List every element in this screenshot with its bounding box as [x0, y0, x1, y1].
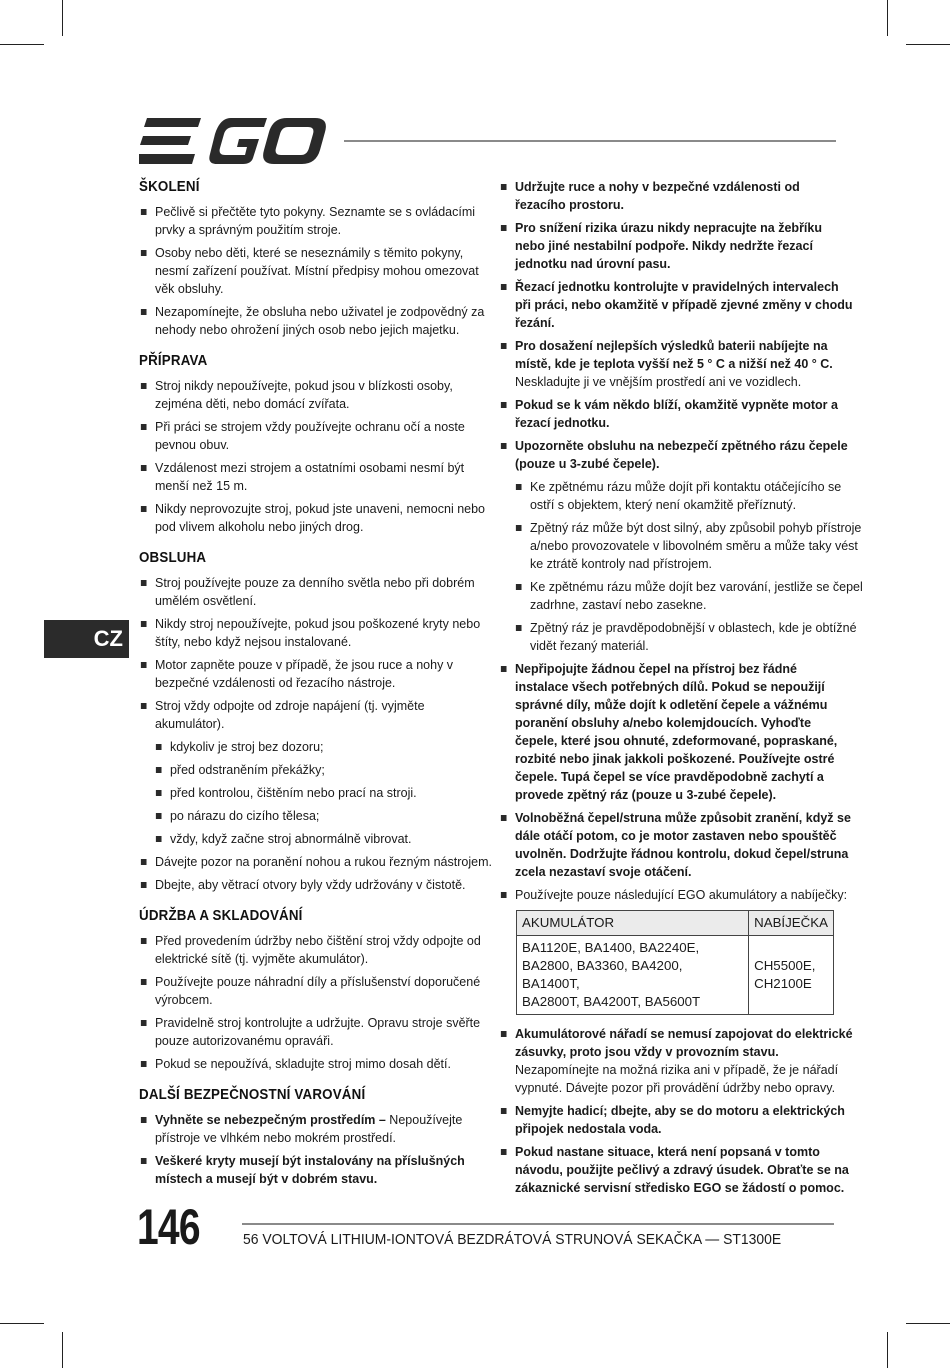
sub-list-item: Zpětný ráz je pravděpodobnější v oblastech, kde je obtížné vidět řezaný materiál. [514, 619, 869, 655]
list-item: Stroj používejte pouze za denního světla nebo při dobrém umělém osvětlení. [139, 574, 494, 610]
section-heading: PŘÍPRAVA [139, 353, 208, 369]
list-item [499, 178, 854, 214]
right-column [499, 178, 863, 1202]
list-item: Stroj nikdy nepoužívejte, pokud jsou v blízkosti osoby, zejména děti, nebo domácí zvířata. [139, 377, 494, 413]
section [139, 549, 492, 894]
right-list-after-table [499, 1025, 853, 1197]
crop-mark [906, 44, 950, 45]
footer-title: 56 VOLTOVÁ LITHIUM-IONTOVÁ BEZDRÁTOVÁ STRUNOVÁ SEKAČKA — ST1300E [243, 1232, 782, 1248]
emphasis-text: Udržujte ruce a nohy v bezpečné vzdálenosti od řezacího prostoru. [514, 179, 800, 212]
list-item: Nikdy neprovozujte stroj, pokud jste unaveni, nemocni nebo pod vlivem alkoholu nebo jiných drog. [139, 500, 494, 536]
list-item: Pečlivě si přečtěte tyto pokyny. Seznamte se s ovládacími prvky a správným použitím stroje. [139, 203, 494, 239]
emphasis-text: Nepřipojujte žádnou čepel na přístroj bez řádné instalace všech potřebných dílů. Pokud se nepoužijí správné díly, může dojít k odletění čepele a vážnému poranění obsluhy a/nebo kolemjdoucích. Vyhoďte čepele, které jsou ohnuté, zdeformované, popraskané, rozbité nebo jinak jakkoli poškozené. Používejte ostré čepele. Tupá čepel se více pravděpodobně zachytí a provede zpětný ráz (pouze u 3-zubé čepele). [514, 661, 838, 802]
section-heading: ÚDRŽBA A SKLADOVÁNÍ [139, 908, 303, 924]
crop-mark [887, 1332, 888, 1368]
ego-logo [139, 118, 327, 164]
list-item: Při práci se strojem vždy používejte ochranu očí a noste pevnou obuv. [139, 418, 494, 454]
section [139, 178, 485, 339]
battery-charger-table [516, 910, 834, 1015]
list-item: Pokud se nepoužívá, skladujte stroj mimo dosah dětí. [139, 1055, 494, 1073]
emphasis-text: Pokud nastane situace, která není popsaná v tomto návodu, použijte pečlivý a zdravý úsudek. Obraťte se na zákaznické servisní středisko EGO se žádostí o pomoc. [514, 1144, 849, 1195]
list-item [499, 660, 854, 804]
emphasis-text: Volnoběžná čepel/struna může způsobit zranění, když se dále otáčí potom, co je motor zastaven nebo spouštěč uvolněn. Dodržujte řádnou kontrolu, dokud čepel/struna zcela nezastaví svoje otáčení. [514, 810, 851, 879]
emphasis-text: Pro dosažení nejlepších výsledků baterii nabíjejte na místě, kde je teplota vyšší než 5 ° C a nižší než 40 ° C. [514, 338, 833, 371]
section-heading: DALŠÍ BEZPEČNOSTNÍ VAROVÁNÍ [139, 1087, 366, 1103]
sub-list-item: vždy, když začne stroj abnormálně vibrovat. [154, 830, 509, 848]
emphasis-text: Pro snížení rizika úrazu nikdy nepracujte na žebříku nebo jiné nestabilní podpoře. Nikdy nedržte řezací jednotku nad úrovní pasu. [514, 220, 822, 271]
section-heading: OBSLUHA [139, 550, 207, 566]
list-item [499, 219, 854, 273]
emphasis-text: Veškeré kryty musejí být instalovány na příslušných místech a musejí být v dobrém stavu. [154, 1153, 465, 1186]
section [139, 352, 486, 536]
emphasis-text: Vyhněte se nebezpečným prostředím – [154, 1112, 386, 1127]
list-item: Pravidelně stroj kontrolujte a udržujte. Opravu stroje svěřte pouze autorizovanému opraváři. [139, 1014, 494, 1050]
list-item: Nezapomínejte, že obsluha nebo uživatel je zodpovědný za nehody nebo ohrožení jiných osob nebo jejich majetku. [139, 303, 494, 339]
crop-mark [0, 44, 44, 45]
crop-mark [62, 1332, 63, 1368]
list-item: Stroj vždy odpojte od zdroje napájení (tj. vyjměte akumulátor). [139, 697, 494, 733]
bullet-list [139, 932, 479, 1073]
bullet-list [139, 203, 485, 339]
sub-list-item: před kontrolou, čištěním nebo prací na stroji. [154, 784, 509, 802]
sub-list-item: po nárazu do cizího tělesa; [154, 807, 509, 825]
charger-models-line: CH2100E [754, 976, 812, 991]
emphasis-text: Pokud se k vám někdo blíží, okamžitě vypněte motor a řezací jednotku. [514, 397, 838, 430]
sub-list-item: Ke zpětnému rázu může dojít bez varování, jestliže se čepel zadrhne, zastaví nebo zasekne. [514, 578, 869, 614]
list-item [499, 809, 854, 881]
battery-models-line: BA2800, BA3360, BA4200, BA1400T, [522, 958, 683, 991]
list-item [499, 1143, 854, 1197]
header-rule [344, 140, 836, 142]
list-item [499, 396, 854, 432]
section [139, 907, 479, 1073]
bullet-list [139, 574, 492, 894]
page-number: 146 [137, 1199, 200, 1255]
emphasis-text: Akumulátorové nářadí se nemusí zapojovat do elektrické zásuvky, proto jsou vždy v provozním stavu. [514, 1026, 853, 1059]
language-tab: CZ [44, 620, 129, 658]
table-header-charger: NABÍJEČKA [749, 911, 834, 936]
list-item [139, 1152, 494, 1188]
list-item: Nikdy stroj nepoužívejte, pokud jsou poškozené kryty nebo štíty, nebo když nejsou instalované. [139, 615, 494, 651]
list-item: Používejte pouze náhradní díly a příslušenství doporučené výrobcem. [139, 973, 494, 1009]
table-header-battery: AKUMULÁTOR [517, 911, 749, 936]
list-item: Osoby nebo děti, které se neseznámily s těmito pokyny, nesmí zařízení používat. Místní předpisy mohou omezovat věk obsluhy. [139, 244, 494, 298]
crop-mark [0, 1323, 44, 1324]
emphasis-text: Upozorněte obsluhu na nebezpečí zpětného rázu čepele (pouze u 3-zubé čepele). [514, 438, 848, 471]
crop-mark [887, 0, 888, 36]
bullet-list [139, 377, 486, 536]
bullet-list [139, 1111, 479, 1188]
sub-list-item: kdykoliv je stroj bez dozoru; [154, 738, 509, 756]
section [139, 1086, 479, 1188]
sub-list-item: Zpětný ráz může být dost silný, aby způsobil pohyb přístroje a/nebo provozovatele v libovolném směru a může taky vést ke ztrátě kontroly nad přístrojem. [514, 519, 869, 573]
table-cell-batteries [517, 936, 749, 1015]
section-heading: ŠKOLENÍ [139, 179, 200, 195]
emphasis-text: Řezací jednotku kontrolujte v pravidelných intervalech při práci, nebo okamžitě v případě zjevné změny v chodu řezání. [514, 279, 853, 330]
table-cell-chargers [749, 936, 834, 1015]
sub-list-item: před odstraněním překážky; [154, 761, 509, 779]
list-item: Vyhněte se nebezpečným prostředím – Nepoužívejte přístroje ve vlhkém nebo mokrém prostředí. [139, 1111, 494, 1147]
left-column [139, 178, 492, 1201]
list-item: Vzdálenost mezi strojem a ostatními osobami nesmí být menší než 15 m. [139, 459, 494, 495]
list-item [499, 1102, 854, 1138]
list-item: Akumulátorové nářadí se nemusí zapojovat do elektrické zásuvky, proto jsou vždy v provozním stavu. Nezapomínejte na možná rizika ani v případě, že je nářadí vypnuté. Dávejte pozor při provádění údržby nebo opravy. [499, 1025, 854, 1097]
list-item: Dávejte pozor na poranění nohou a rukou řezným nástrojem. [139, 853, 494, 871]
list-item: Motor zapněte pouze v případě, že jsou ruce a nohy v bezpečné vzdálenosti od řezacího nástroje. [139, 656, 494, 692]
list-item [499, 278, 854, 332]
list-item: Dbejte, aby větrací otvory byly vždy udržovány v čistotě. [139, 876, 494, 894]
footer-rule [242, 1223, 834, 1225]
crop-mark [906, 1323, 950, 1324]
battery-models-line: BA1120E, BA1400, BA2240E, [522, 940, 700, 955]
list-item: Používejte pouze následující EGO akumulátory a nabíječky: [499, 886, 854, 904]
crop-mark [62, 0, 63, 36]
sub-list-item: Ke zpětnému rázu může dojít při kontaktu otáčejícího se ostří s objektem, který není okamžitě přeříznutý. [514, 478, 869, 514]
charger-models-line: CH5500E, [754, 958, 816, 973]
list-item: Pro dosažení nejlepších výsledků baterii nabíjejte na místě, kde je teplota vyšší než 5 ° C a nižší než 40 ° C. Neskladujte ji ve vnějším prostředí ani ve vozidlech. [499, 337, 854, 391]
right-list-before-table [499, 178, 863, 904]
list-item [499, 437, 854, 473]
battery-models-line: BA2800T, BA4200T, BA5600T [522, 994, 701, 1009]
emphasis-text: Nemyjte hadicí; dbejte, aby se do motoru a elektrických připojek nedostala voda. [514, 1103, 845, 1136]
list-item: Před provedením údržby nebo čištění stroj vždy odpojte od elektrické sítě (tj. vyjměte akumulátor). [139, 932, 494, 968]
